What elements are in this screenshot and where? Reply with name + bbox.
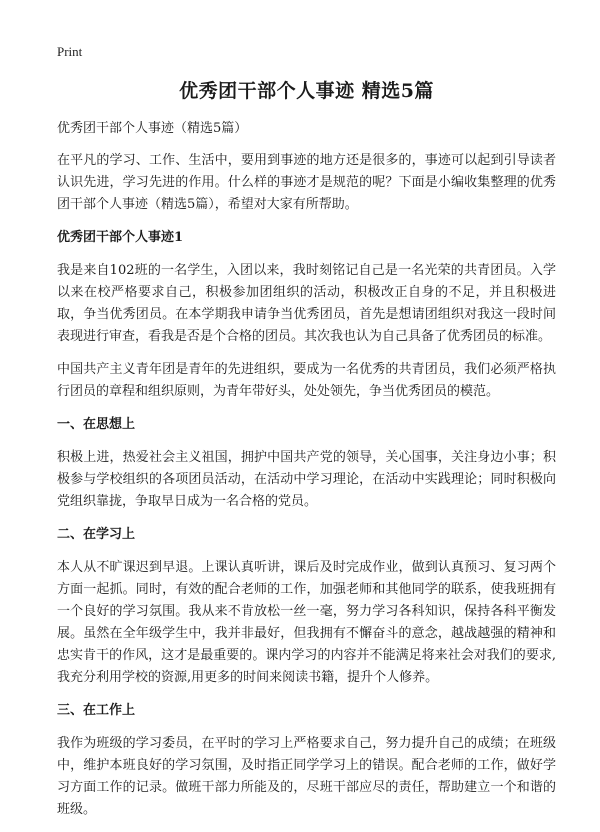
body-paragraph: 我是来自102班的一名学生，入团以来，我时刻铭记自己是一名光荣的共青团员。入学以来在校严格要求自己，积极参加团组织的活动，积极改正自身的不足，并且积极进取，争当优秀团员。在本学期我申请争当优秀团员，首先是想请团组织对我这一段时间表现进行审查，看我是否是个合格的团员。其次我也认为自己具备了优秀团员的标准。 xyxy=(57,263,556,344)
document-body xyxy=(57,118,556,832)
section-heading: 优秀团干部个人事迹1 xyxy=(57,230,184,245)
subsection-heading-thought: 一、在思想上 xyxy=(57,417,136,432)
subsection-paragraph-study: 本人从不旷课迟到早退。上课认真听讲，课后及时完成作业，做到认真预习、复习两个方面一起抓。同时，有效的配合老师的工作，加强老师和其他同学的联系，使我班拥有一个良好的学习氛围。我从来不肯放松一丝一毫，努力学习各科知识，保持各科平衡发展。虽然在全年级学生中，我并非最好，但我拥有不懈奋斗的意念，越战越强的精神和忠实肯干的作风，这才是最重要的。课内学习的内容并不能满足将来社会对我们的要求,我充分利用学校的资源,用更多的时间来阅读书籍，提升个人修养。 xyxy=(57,560,556,685)
subsection-heading-study: 二、在学习上 xyxy=(57,527,136,542)
print-link[interactable]: Print xyxy=(57,44,83,59)
document-subtitle: 优秀团干部个人事迹（精选5篇） xyxy=(57,121,248,136)
intro-paragraph: 在平凡的学习、工作、生活中，要用到事迹的地方还是很多的，事迹可以起到引导读者认识先进，学习先进的作用。什么样的事迹才是规范的呢？下面是小编收集整理的优秀团干部个人事迹（精选5篇），希望对大家有所帮助。 xyxy=(57,153,556,212)
body-paragraph: 中国共产主义青年团是青年的先进组织，要成为一名优秀的共青团员，我们必须严格执行团员的章程和组织原则，为青年带好头，处处领先，争当优秀团员的模范。 xyxy=(57,362,556,399)
subsection-paragraph-thought: 积极上进，热爱社会主义祖国，拥护中国共产党的领导，关心国事，关注身边小事；积极参与学校组织的各项团员活动，在活动中学习理论，在活动中实践理论；同时积极向党组织靠拢，争取早日成为一名合格的党员。 xyxy=(57,450,556,509)
subsection-paragraph-work: 我作为班级的学习委员，在平时的学习上严格要求自己，努力提升自己的成绩；在班级中，维护本班良好的学习氛围，及时指正同学学习上的错误。配合老师的工作，做好学习方面工作的记录。做班干部力所能及的，尽班干部应尽的责任，帮助建立一个和谐的班级。 xyxy=(57,736,556,817)
page-title: 优秀团干部个人事迹 精选5篇 xyxy=(179,80,434,102)
subsection-heading-work: 三、在工作上 xyxy=(57,703,136,718)
